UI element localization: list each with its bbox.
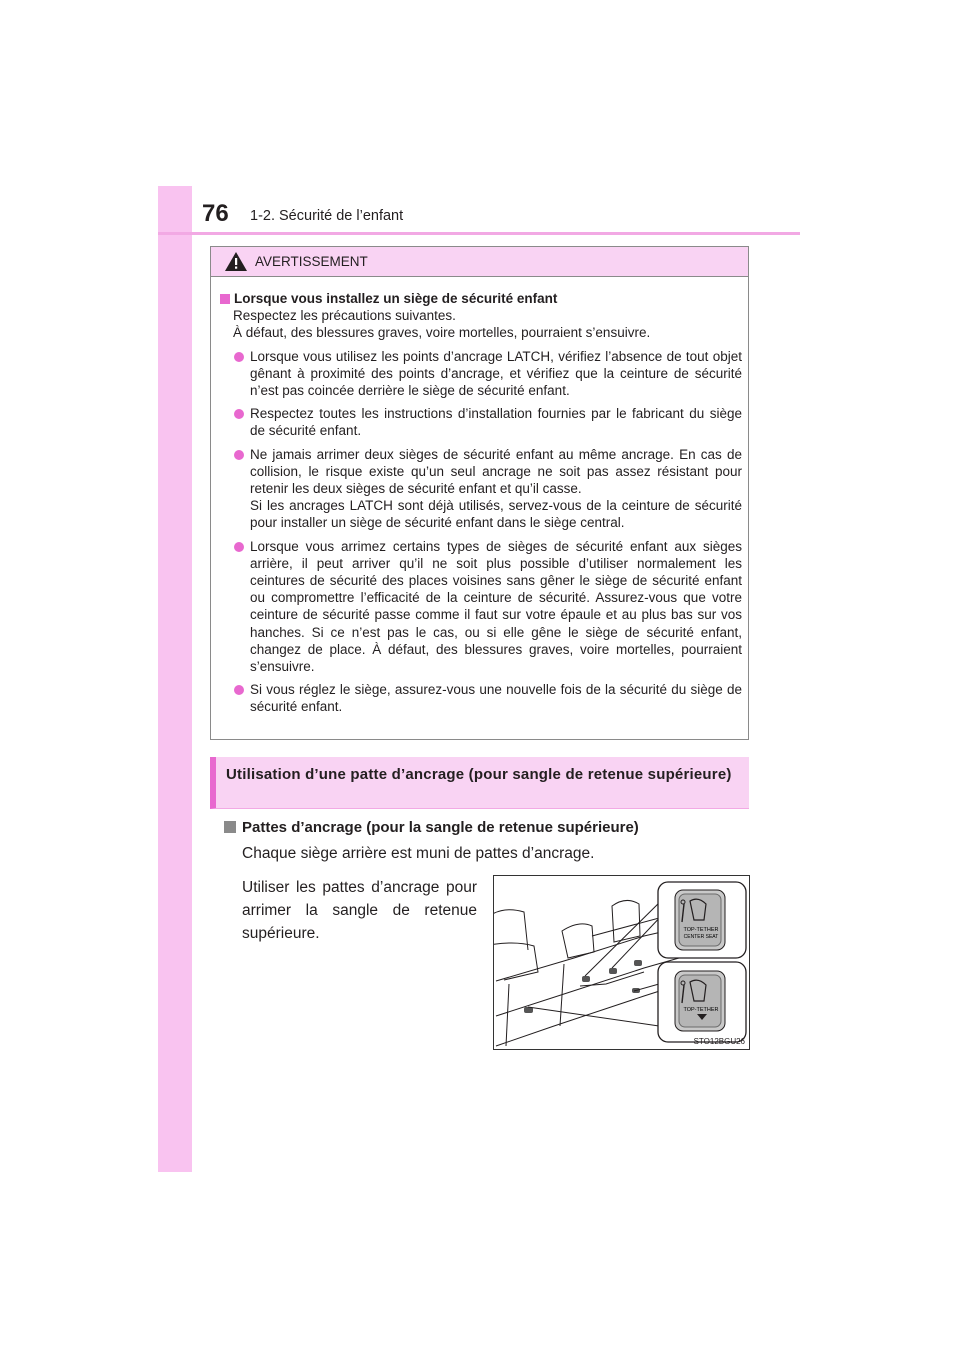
paragraph: Chaque siège arrière est muni de pattes d’ancrage.	[242, 845, 595, 862]
section-title: 1-2. Sécurité de l’enfant	[250, 208, 404, 224]
warning-triangle-icon	[225, 252, 247, 271]
tether-label-center: TOP-TETHER	[683, 927, 719, 933]
warning-intro	[220, 307, 742, 341]
paragraph: Utiliser les pattes d’ancrage pour arrimer la sangle de retenue supérieure.	[242, 879, 477, 942]
figure-code: STO12BGU26	[693, 1037, 745, 1046]
warning-bullet	[220, 348, 742, 400]
bullet-text: Si vous réglez le siège, assurez-vous une nouvelle fois de la sécurité du siège de sécurité enfant.	[250, 682, 742, 715]
warning-bullet	[220, 681, 742, 715]
warning-header	[211, 247, 748, 277]
square-bullet-icon	[220, 294, 230, 304]
bullet-text: Si les ancrages LATCH sont déjà utilisés, servez-vous de la ceinture de sécurité pour installer un siège de sécurité enfant dans le siège central.	[250, 498, 742, 531]
round-bullet-icon	[234, 542, 244, 552]
round-bullet-icon	[234, 352, 244, 362]
bullet-text: Respectez toutes les instructions d’installation fournies par le fabricant du siège de sécurité enfant.	[250, 406, 742, 439]
round-bullet-icon	[234, 409, 244, 419]
bullet-text: Lorsque vous arrimez certains types de sièges de sécurité enfant aux sièges arrière, il peut arriver qu’il ne soit plus possible d’utiliser normalement les ceintures de sécurité des places voisines sans gêner le siège de sécurité enfant ou compromettre l’efficacité de la ceinture de sécurité. Assurez-vous que votre ceinture de sécurité passe comme il faut sur votre épaule et au plus bas sur vos hanches. Si ce n’est pas le cas, ou si elle gêne le siège de sécurité enfant, changez de place. À défaut, des blessures graves, voire mortelles, pourraient s’ensuivre.	[250, 538, 742, 675]
section-heading-band	[210, 757, 749, 809]
warning-subhead-text: Lorsque vous installez un siège de sécurité enfant	[234, 291, 558, 306]
round-bullet-icon	[234, 685, 244, 695]
warning-bullet	[220, 405, 742, 439]
intro-line: Respectez les précautions suivantes.	[233, 308, 456, 324]
tether-label-center-seat: CENTER SEAT	[683, 934, 719, 940]
anchor-illustration	[493, 875, 750, 1050]
intro-line: À défaut, des blessures graves, voire mortelles, pourraient s’ensuivre.	[233, 325, 651, 341]
warning-body	[211, 277, 748, 716]
warning-box	[210, 246, 749, 740]
round-bullet-icon	[234, 450, 244, 460]
subheading-text: Pattes d’ancrage (pour la sangle de retenue supérieure)	[242, 819, 639, 836]
subheading	[224, 819, 639, 836]
warning-title: AVERTISSEMENT	[255, 254, 368, 269]
tether-label-side: TOP-TETHER	[683, 1007, 719, 1013]
warning-subhead	[220, 290, 742, 307]
page-number: 76	[202, 200, 229, 227]
warning-bullet	[220, 538, 742, 676]
warning-bullet	[220, 446, 742, 532]
bullet-text: Ne jamais arrimer deux sièges de sécurité enfant au même ancrage. En cas de collision, le risque existe qu’un seul ancrage ne soit pas assez résistant pour retenir les deux sièges de sécurité enfant et qu’il casse.	[250, 446, 742, 497]
rear-seat-drawing	[494, 876, 749, 1049]
section-heading: Utilisation d’une patte d’ancrage (pour sangle de retenue supérieure)	[226, 766, 732, 783]
square-bullet-icon	[224, 821, 236, 833]
bullet-text: Lorsque vous utilisez les points d’ancrage LATCH, vérifiez l’absence de tout objet gênant à proximité des points d’ancrage, et vérifiez que la ceinture de sécurité n’est pas coincée derrière le siège de sécurité enfant.	[250, 348, 742, 399]
header-rule	[158, 232, 800, 235]
chapter-side-strip	[158, 186, 192, 1172]
